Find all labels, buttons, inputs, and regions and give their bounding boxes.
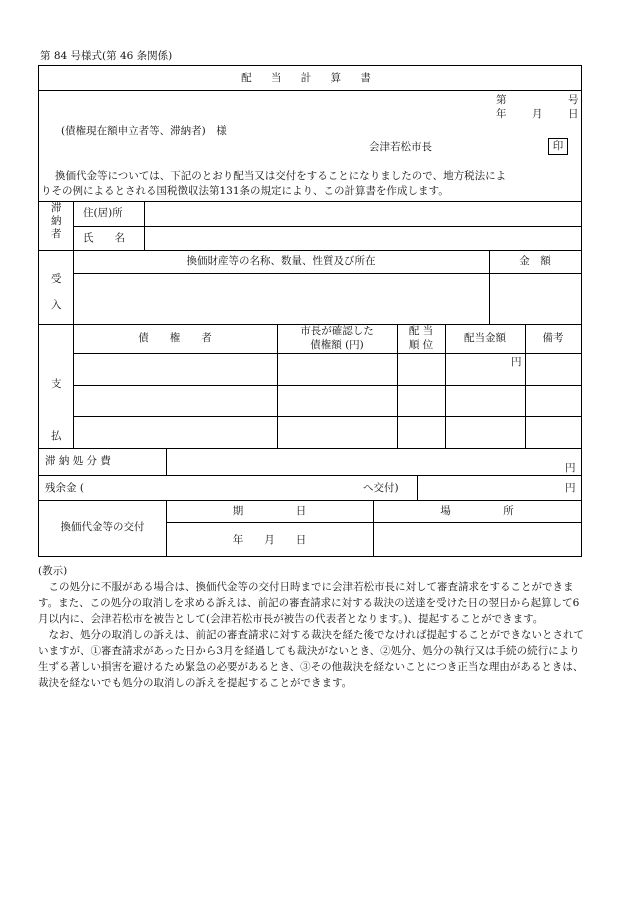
notice-section bbox=[38, 563, 586, 691]
doc-number-prefix: 第 bbox=[496, 94, 507, 106]
surplus-unit: 円 bbox=[565, 482, 576, 494]
delivery-date-header: 期 日 bbox=[232, 505, 307, 517]
remarks-header: 備考 bbox=[542, 332, 564, 344]
intro-line-2: りその例によるとされる国税徴収法第131条の規定により、この計算書を作成します。 bbox=[41, 185, 449, 197]
property-header: 換価財産等の名称、数量、性質及び所在 bbox=[186, 255, 376, 267]
form-number: 第 84 号様式(第 46 条関係) bbox=[40, 50, 173, 62]
receipt-label: 受 入 bbox=[51, 273, 62, 311]
intro-text bbox=[41, 169, 581, 199]
address-label: 住(居)所 bbox=[83, 207, 123, 219]
rank-header-line1: 配 当 bbox=[408, 325, 434, 337]
delivery-date-format: 年 月 日 bbox=[232, 534, 307, 546]
rank-header-line2: 順 位 bbox=[408, 339, 434, 351]
delivery-place-header: 場 所 bbox=[440, 505, 514, 517]
dividend-yen-unit: 円 bbox=[511, 356, 522, 368]
issuer: 会津若松市長 bbox=[369, 141, 432, 153]
delinquent-label: 滞 納 者 bbox=[51, 202, 62, 240]
dividend-header: 配当金額 bbox=[464, 332, 506, 344]
name-label: 氏 名 bbox=[83, 232, 125, 244]
notice-paragraph-1: この処分に不服がある場合は、換価代金等の交付日時までに会津若松市長に対して審査請求をすることができます。また、この処分の取消しを求める訴えは、前記の審査請求に対する裁決の送達を受けた日の翌日から起算して6月以内に、会津若松市を被告として(会津若松市長が被告の代表者となります。)、提起することができます。 bbox=[38, 581, 580, 625]
date-month: 月 bbox=[532, 108, 543, 120]
payment-label: 支 払 bbox=[51, 378, 62, 442]
confirmed-amount-header-line2: 債権額 (円) bbox=[310, 339, 364, 351]
creditor-header: 債 権 者 bbox=[138, 332, 212, 344]
disposition-cost-label: 滞 納 処 分 費 bbox=[45, 455, 111, 467]
doc-number-suffix: 号 bbox=[568, 94, 579, 106]
dividend-calculation-form bbox=[38, 65, 582, 557]
form-title: 配 当 計 算 書 bbox=[241, 72, 379, 84]
intro-line-1: 換価代金等については、下記のとおり配当又は交付をすることになりましたので、地方税法によ bbox=[55, 170, 507, 182]
date-day: 日 bbox=[568, 108, 579, 120]
delivery-label: 換価代金等の交付 bbox=[60, 521, 145, 533]
notice-paragraph-2: なお、処分の取消しの訴えは、前記の審査請求に対する裁決を経た後でなければ提起することができないとされていますが、①審査請求があった日から3月を経過しても裁決がないとき、②処分、処分の執行又は手続の続行により生ずる著しい損害を避けるため緊急の必要があるとき、③その他裁決を経ないことにつき正当な理由があるときは、裁決を経ないでも処分の取消しの訴えを提起することができます。 bbox=[38, 629, 584, 689]
addressee: (債権現在額申立者等、滞納者) 様 bbox=[61, 125, 227, 137]
surplus-label: 残余金 ( bbox=[45, 482, 84, 494]
seal-box: 印 bbox=[548, 138, 568, 155]
confirmed-amount-header-line1: 市長が確認した bbox=[300, 325, 374, 337]
surplus-delivered-to: へ交付) bbox=[363, 482, 399, 494]
date-year: 年 bbox=[496, 108, 507, 120]
amount-header: 金 額 bbox=[519, 255, 551, 267]
notice-heading: (教示) bbox=[38, 565, 68, 577]
disposition-cost-unit: 円 bbox=[565, 462, 576, 474]
